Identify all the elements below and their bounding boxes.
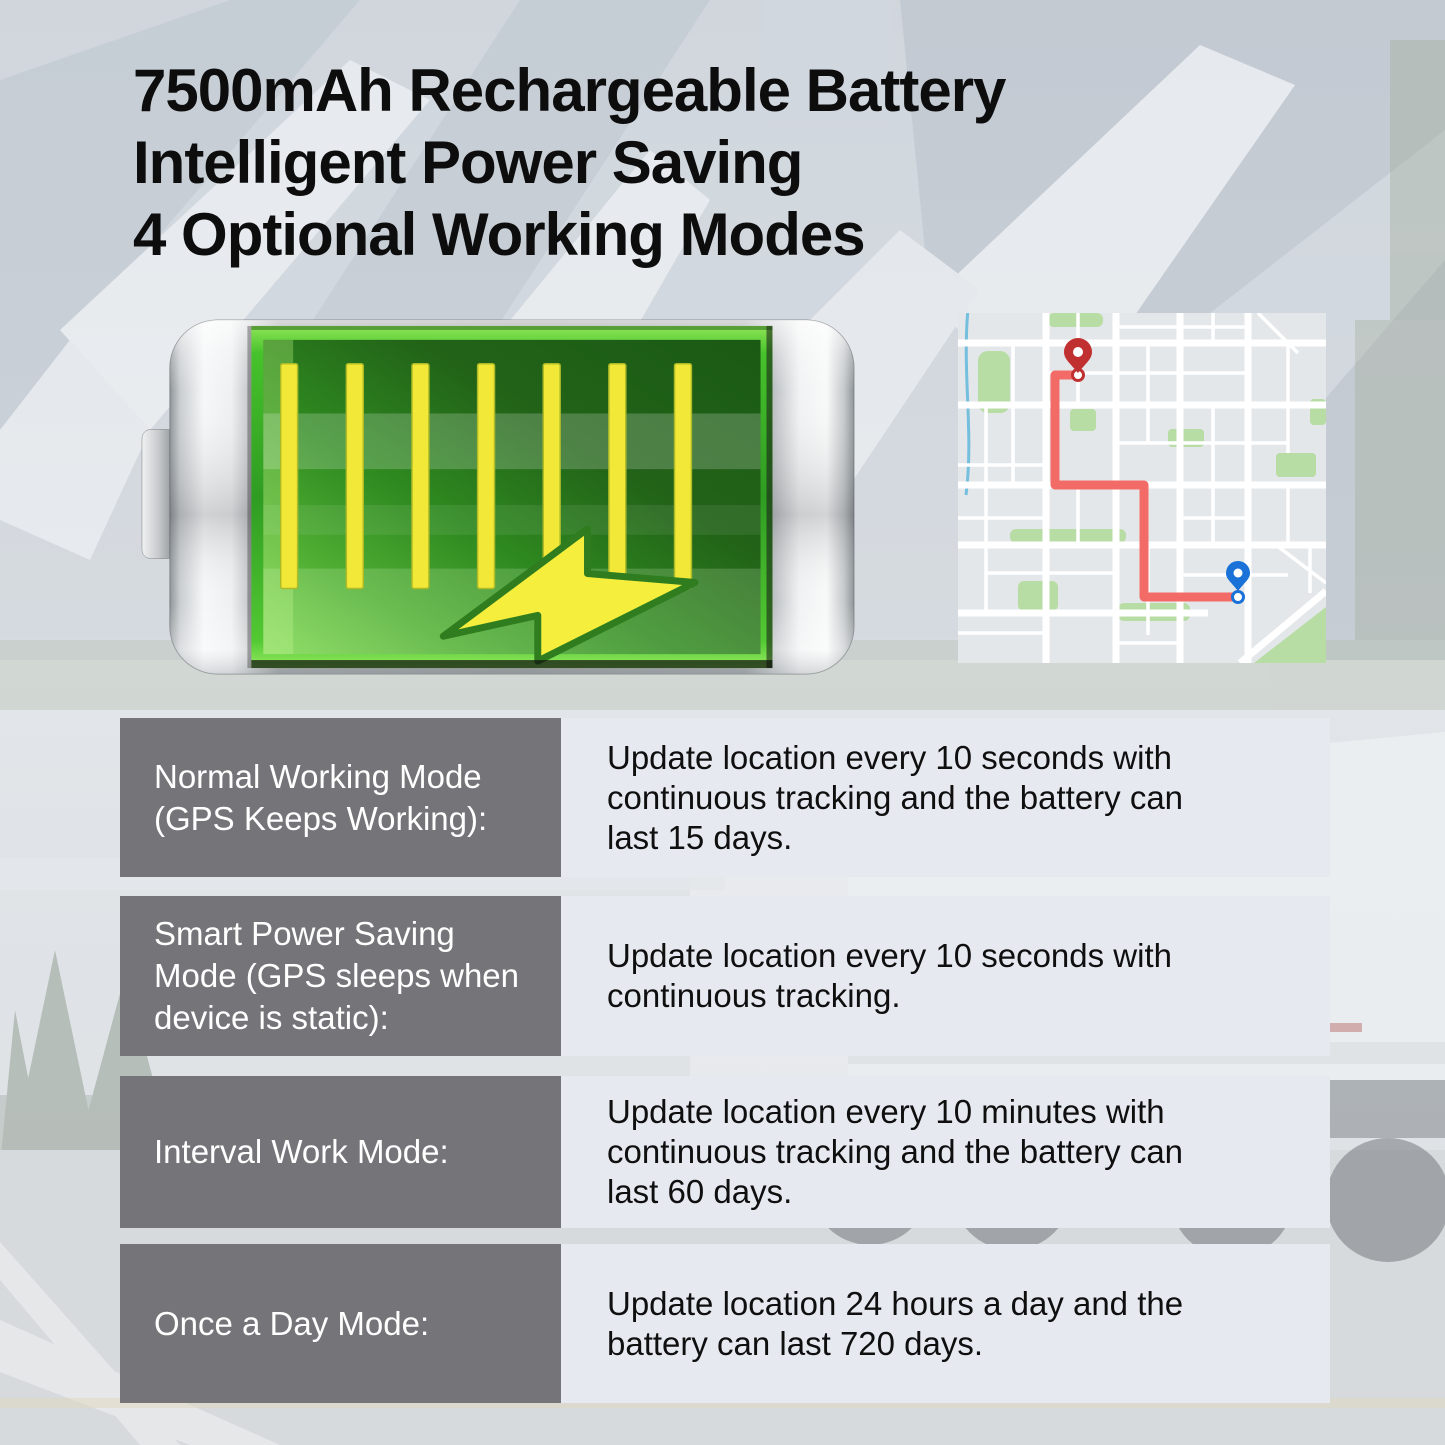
mode-description: Update location every 10 seconds with continuous tracking and the battery can last 15 days. [561, 718, 1330, 877]
working-modes-table [120, 718, 1330, 1403]
mode-row-smart-power-saving [120, 896, 1330, 1056]
mode-description: Update location 24 hours a day and the battery can last 720 days. [561, 1244, 1330, 1403]
title-line-1: 7500mAh Rechargeable Battery [133, 57, 1006, 124]
title-line-2: Intelligent Power Saving [133, 129, 803, 196]
mode-description: Update location every 10 minutes with continuous tracking and the battery can last 60 days. [561, 1076, 1330, 1228]
mode-row-normal [120, 718, 1330, 877]
mode-description: Update location every 10 seconds with continuous tracking. [561, 896, 1330, 1056]
mode-label: Smart Power Saving Mode (GPS sleeps when device is static): [120, 896, 561, 1056]
battery-icon [138, 318, 858, 676]
route-end-dot [1233, 592, 1244, 603]
mode-row-once-a-day [120, 1244, 1330, 1403]
mode-label: Normal Working Mode (GPS Keeps Working): [120, 718, 561, 877]
mode-label: Interval Work Mode: [120, 1076, 561, 1228]
title-line-3: 4 Optional Working Modes [133, 201, 865, 268]
mode-row-interval [120, 1076, 1330, 1228]
mode-label: Once a Day Mode: [120, 1244, 561, 1403]
route-map [958, 313, 1326, 663]
page-title [133, 55, 1005, 271]
